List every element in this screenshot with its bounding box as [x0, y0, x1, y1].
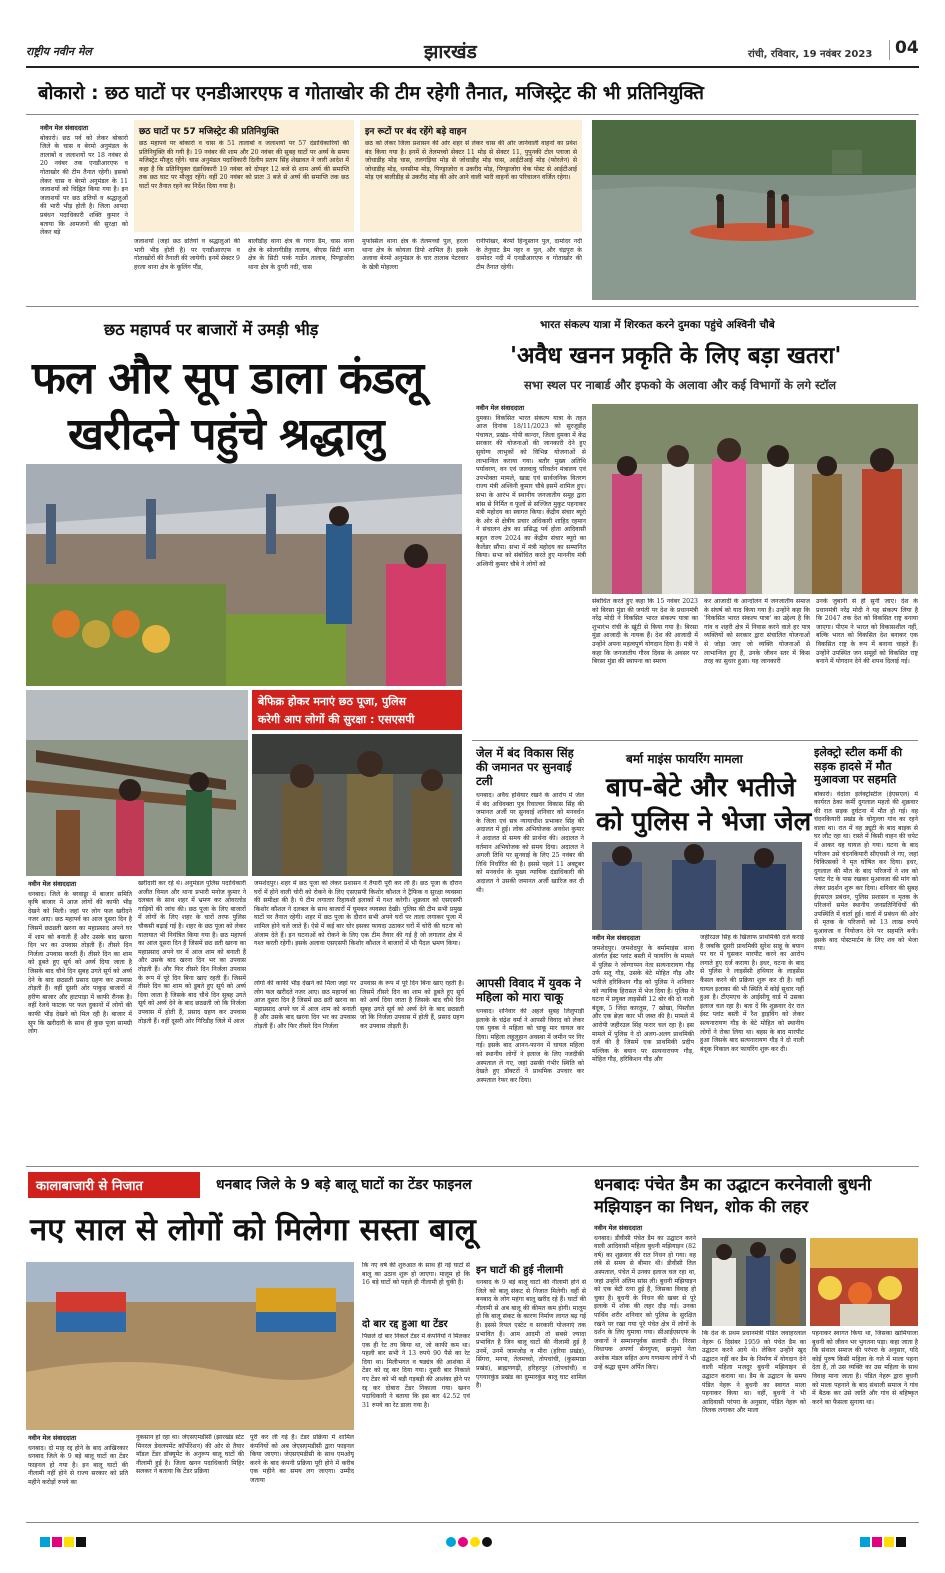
panchet-col1 — [594, 1224, 696, 1518]
market-col1-text: धनबाद। जिले के बरवाड्डा में बाजार समिति कृषि बाजार में आज लोगों की काफी भीड़ देखने को मिली। जहां पर लोग फल खरीदने नजर आए। छठ महापर्व का आज दूसरा दिन है जिसमें छठव्रती खरना का महाप्रसाद अपने घर में शाम को बनाती हैं और उसके बाद खरना दिन भर का उपवास तोड़ती हैं। तीसरे दिन निर्जला उपवास करती हैं। तीसरे दिन का शाम को डूबते हुए सूर्य को अर्घ्य दिया जाता है जिसके बाद चौथे दिन सुबह उगते सूर्य को अर्घ्य देने के बाद छठव्रती प्रसाद ग्रहण कर उपवास तोड़ती हैं। वहीं दूसरी ओर पाकुड़ बाजारों में हरीण बाजार और हाटपाड़ा में काफी रौनक है। वहीं रेलवे फाटक पर फल दुकानों में लोगों की काफी भीड़ देखने को मिल रही है। बाजार में सूप कि खरीदारी के साथ ही कुछ पूजा सामग्री लोग — [28, 890, 132, 1036]
sand-col5 — [476, 1262, 586, 1518]
bokaro-col5b: रानीपोखर, बेरमो हिन्दुस्तान पुल, दामोदर नदी के तेनुघाट डैम नहर व पुल, और चंद्रपुरा के दामोदर नदी में एनडीआरएफ व गोताखोर की टीम तैनात रहेगी। — [476, 238, 582, 271]
police-officers-photo — [252, 734, 462, 876]
bokaro-river-photo — [592, 120, 916, 300]
color-registration-bar-left — [40, 1532, 88, 1551]
panchet-col3: पहनाकर स्वागत किया था, जिसका खामियाजा बुधनी को जीवन भर भुगतना पड़ा। कहा जाता है कि संथाल समाज की परंपरा के अनुसार, यदि कोई पुरुष किसी महिला के गले में माला पहना देता है, तो उस व्यक्ति का उस महिला के साथ विवाह माना जाता है। पंडित नेहरू द्वारा बुधनी को माला पहनाने के बाद संथाली समाज ने गांव में बैठक कर उसे जाति और गांव से बहिष्कृत करने का फैसला सुनाया था। — [812, 1330, 918, 1406]
sand-col2: नुकसान हो रहा था। जेएसएमडीसी (झारखंड स्टेट मिनरल डेवलपमेंट कॉर्पोरेशन) की ओर से तैयार मॉडल टेंडर डॉक्यूमेंट के अनुरूप बालू घाटों की नीलामी हुई है। जिला खनन पदाधिकारी मिहिर सलकर ने बताया कि टेंडर प्रक्रिया — [136, 1434, 244, 1476]
route-box-text: छठ को लेकर जिला प्रशासन की ओर शहर से लेकर चास की ओर जानेवाली वाहनों का प्रवेश बंद किया गया है। इनमें से तेलमच्चो सेक्टर 11 मोड़ से सेक्टर 11, पुपुनकी टोल प्लाजा से जोधाडीह मोड़ चास, तलगड़िया मोड़ से जोधाडीह मोड़ चास, आईटीआई मोड़ (फोरलेन) से जोधाडीह मोड़, धनसीमा मोड़, पिण्ड्राजोरा व उकरीद मोड़, पिण्ड्राजोरा चेक पोस्ट से आईटीआई मोड़ एवं बालीडीह से उकरीद मोड़ की ओर आने वाली भारी वाहनों का परिचालन वर्जित रहेगा। — [365, 140, 577, 182]
sand-col4b-text: पिछले दो बार निकले टेंडर में कंपनियों ने मिलकर एक ही रेट तय किया था, जो काफी कम था। पहली बार सभी ने 13 रुपये 90 पैसे का रेट दिया था। मिलीभगत व षड्यंत्र की आशंका में टेंडर को रद्द कर दिया गया। दूसरी बार निकाले गए टेंडर को भी बड़ी गड़बड़ी की आशंका होने पर रद्द कर दोबारा टेंडर निकाला गया। खनन पदाधिकारी ने बताया कि इस बार 42.52 एवं 31 रुपये का रेट डाला गया है। — [362, 1333, 470, 1409]
market-byline: नवीन मेल संवाददाता — [28, 880, 77, 888]
dumka-kicker: भारत संकल्प यात्रा में शिरकत करने दुमका पहुंचे अश्विनी चौबे — [540, 319, 775, 331]
sand-kicker: धनबाद जिले के 9 बड़े बालू घाटों का टेंडर फाइनल — [216, 1177, 472, 1193]
page-number: 04 — [895, 38, 919, 58]
police-col1: जमशेदपुर। शहर में छठ पूजा को लेकर प्रशासन ने तैयारी पूरी कर ली है। छठ पूजा के दौरान घरों में होने वाली चोरी को रोकने के लिए एसएसपी किशोर कौशल ने ट्रैफिक व सुरक्षा व्यवस्था की समीक्षा की है। ये टीम लगातार रिहायशी इलाकों में गश्त करेगी। शुक्रवार को एसएसपी किशोर कौशल ने दलबल के साथ बाजारों में घूमकर व्यवस्था देखी। पुलिस की टीम सभी प्रमुख घाटों पर तैनात रहेगी। शहर में छठ पूजा के दौरान सभी अपने घरों पर ताला लगाकर पूजा में शामिल होने चले जाते हैं। ऐसे में कई बार चोर इसका फायदा उठाकर घरों में चोरी की घटना को अंजाम देते हैं। इन घटनाओं को रोकने के लिए एक टीम तैयार की गई है जो लगातार क्षेत्र में गश्त करती रहेगी। इसके अलावा एसएसपी किशोर कौशल ने बाजारों में भी पैदल भ्रमण किया। — [254, 880, 462, 948]
masthead — [26, 36, 919, 64]
jail-story — [476, 746, 584, 1160]
bokaro-col1 — [40, 124, 128, 302]
firing-byline: नवीन मेल संवाददाता — [592, 934, 641, 942]
magistrate-box-title: छठ घाटों पर 57 मजिस्ट्रेट की प्रतिनियुक्ति — [139, 127, 279, 137]
market-kicker: छठ महापर्व पर बाजारों में उमड़ी भीड़ — [104, 320, 319, 339]
jail-text: धनबाद। अवैध हथियार रखने के आरोप में जेल में बंद अधिवक्ता पुत्र रिवाल्वर विकास सिंह की जमानत अर्जी पर सुनवाई शनिवार को मनवर्धन के जिला एवं सत्र न्यायाधीश प्रभाकर सिंह की अदालत में हुई। लोक अभियोजक अवधेश कुमार ने अदालत से समय की प्रार्थना की। अदालत ने वर्तमान अभियोजक को समय दिया। अदालत ने अगली तिथि पर सुनवाई के लिए 25 नवंबर की तिथि निर्धारित की है। इससे पहले 11 अक्टूबर को मनवर्धन के मुख्य न्यायिक दंडाधिकारी की अदालत ने उसकी जमानत अर्जी खारिज कर दी थी। — [476, 792, 584, 894]
masthead-logo: राष्ट्रीय नवीन मेल — [26, 45, 92, 58]
firing-col1-text: जमशेदपुर। जमशेदपुर के बर्मामाइंस थाना अंतर्गत ईस्ट प्लांट बस्ती में फायरिंग के मामले में पुलिस ने जोग्गाप्पन नेता सत्यनारायण गौड़ उर्फ सतू गौड़, उसके बेटे मोहित गौड़ और भतीजे हरिकिशन गौड़ को पुलिस ने शनिवार को न्यायिक हिरासत में भेज दिया है। पुलिस ने घटना में प्रयुक्त लाइसेंसी 12 बोर की दो नाली बंदूक, 5 जिंदा कारतूस, 7 खोखा, पिस्तौल और एक ब्रेज़ा कार भी जब्त की है। मामले में आरोपी जहीरउल सिंह फरार चल रहा है। इस मामले में पुलिस ने दो अलग-अलग प्राथमिकी दर्ज की है जिसमें एक प्राथमिकी प्रदीप मल्लिक के बयान पर सत्यनारायण गौड़, मोहित गौड़, हरिकिशन गौड़ और — [592, 944, 694, 1064]
firing-kicker: बर्मा माइंस फायरिंग मामला — [626, 752, 743, 766]
section-rule-1 — [26, 306, 919, 307]
sand-sub2: इन घाटों की हुई नीलामी — [476, 1265, 564, 1276]
knife-text: धनबाद। शनिवार की अहले सुबह लिलुपाड़ी इलाके के चंद्रेश वर्मा ने आपसी विवाद को लेकर एक युवक ने महिला को चाकू मार घायल कर दिया। महिला लहूलुहान अवस्था में जमीन पर गिर गई। इसके बाद आनन-फानन में घायल महिला को स्थानीय लोगों ने इलाज के लिए नजदीकी अस्पताल ले गए, जहां उसकी गंभीर स्थिति को देखते हुए डॉक्टरों ने प्राथमिक उपचार कर अस्पताल रेफर कर दिया। — [476, 1008, 584, 1084]
section-rule-3 — [26, 1166, 919, 1167]
market-col1 — [28, 880, 132, 1162]
firing-headline-2: को पुलिस ने भेजा जेल — [596, 807, 812, 837]
market-headline-2: खरीदने पहुंचे श्रद्धालु — [68, 409, 384, 460]
jail-title: जेल में बंद विकास सिंह की जमानत पर सुनवाई टली — [476, 746, 574, 788]
bokaro-col3b: बालीडीह थाना क्षेत्र के गरगा डैम, चास थाना क्षेत्र के सोलागीडीह तालाब, बीएस सिटी थाना क्षेत्र के सिटी पार्क गार्डेन तालाब, पिण्ड्राजोरा थाना क्षेत्र के दुगरी नदी, चास — [248, 238, 354, 271]
sand-col4-text: कि नए वर्ष की शुरुआत के साथ ही नई घाटों से बालू का उठाव शुरू हो जाएगा। मालूम हो कि 16 बड़े घाटों को पहले ही नीलामी हो चुकी है। — [362, 1262, 470, 1287]
page-number-divider — [889, 40, 890, 60]
dumka-headline: 'अवैध खनन प्रकृति के लिए बड़ा खतरा' — [510, 343, 842, 369]
electrosteel-story — [814, 746, 918, 1160]
dumka-col1 — [476, 404, 586, 736]
dumka-col4: उनके जुबानी से ही सुनी जाए। देश के प्रधानमंत्री नरेंद्र मोदी ने यह संकल्प लिया है कि 2047 तक देश को विकसित राष्ट्र बनाया जाएगा। पीएम ने भारत को विकासशील नहीं, बल्कि भारत को विकसित देश बनाकर एक विकसित राष्ट्र के रूप में बनाना चाहते हैं। उन्होंने उपस्थित जन समूहों को विकसित राष्ट्र बनाने में योगदान देने की शपथ दिलाई गई। — [816, 598, 918, 666]
market-headline-1: फल और सूप डाला कंडलू — [32, 353, 424, 404]
firing-headline-1: बाप-बेटे और भतीजे — [606, 773, 796, 803]
panchet-col2: कि देश के प्रथम प्रधानमंत्री पंडित जवाहरलाल नेहरू 6 दिसंबर 1959 को पंचेत डैम का उद्घाटन करने आये थे। लेकिन उन्होंने खुद उद्घाटन नहीं कर डैम के निर्माण में योगदान देने वाली महिला मजदूर बुधनी मझियाइन से उद्घाटन कराया था। डैम के उद्घाटन के समय पंडित नेहरू ने बुधनी का स्वागत माला पहनाकर किया था। वहीं, बुधनी ने भी आदिवासी परंपरा के अनुसार, पंडित नेहरू को तिलक लगाकर और माला — [702, 1330, 806, 1415]
bokaro-col1-text: बोकारो। छठ पर्व को लेकर बोकारो जिले के चास व बेरमो अनुमंडल के तालाबों व जलाशयों पर 18 नवंबर से 20 नवंबर तक एनडीआरएफ व गोताखोर की टीम तैनात रहेगी। इसको लेकर चास व बेरमो अनुमंडल के 11 जलाशयों को चिह्नित किया गया है। इन जलाशयों पर छठ व्रतियों व श्रद्धालुओं की भारी भीड़ होती है। जिला आपदा प्रबंधन पदाधिकारी शक्ति कुमार ने बताया कि आमजनों की सुरक्षा को लेकर बड़े — [40, 134, 128, 237]
firing-accused-photo — [592, 842, 802, 930]
police-title-1: बेफिक्र होकर मनाएं छठ पूजा, पुलिस — [258, 695, 406, 708]
police-col3: उपवास के रूप में पूरे दिन बिना खाए रहती है। जिसमें तीसरे दिन का शाम को डूबते हुए सूर्य को अर्घ्य दिया जाता है जिसके बाद चौथे दिन सुबह उगते सूर्य को अर्घ्य देने के बाद छठव्रती जो कि निर्जला उपवास में होती हैं, प्रसाद ग्रहण कर उपवास तोड़ती हैं। — [360, 980, 464, 1030]
bokaro-headline: बोकारो : छठ घाटों पर एनडीआरएफ व गोताखोर की टीम रहेगी तैनात, मजिस्ट्रेट की भी प्रतिनियुक्ति — [38, 83, 704, 104]
panchet-headline: धनबादः पंचेत डैम का उद्घाटन करनेवाली बुधनी मझियाइन का निधन, शोक की लहर — [594, 1175, 872, 1216]
sand-headline: नए साल से लोगों को मिलेगा सस्ता बालू — [30, 1212, 476, 1248]
electrosteel-title: इलेक्ट्रो स्टील कर्मी की सड़क हादसे में मौत मुआवजा पर सहमति — [814, 746, 903, 786]
section-title: झारखंड — [424, 41, 477, 63]
panchet-tribute-photo-1 — [702, 1238, 806, 1326]
dumka-byline: नवीन मेल संवाददाता — [476, 404, 525, 412]
sand-col5-text: धनबाद के 9 बड़े बालू घाटों की नीलामी होने से जिले को बालू संकट से निजात मिलेगी। वहीं से बनबाद के लोग महंगा बालू खरीद रहे हैं। घाटों की नीलामी से अब बालू की कीमत कम होगी। मालूम हो कि बालू संकट के कारण निर्माण लागत बढ़ गई है। इससे रियल एस्टेट व सरकारी योजनाएं तक प्रभावित हैं। आम आदमी तो सबसे ज्यादा प्रभावित है जिन बालू घाटों की नीलामी हुई है उनमें, उनमें जामजोड़ व मीरा (हरिया प्रखंड), सिंगरा, मनपा, तेलमच्चो, तोपचांची, (कुसमाडा प्रखंड), ब्राह्मणगढ़ी, हरिहरपुर (तोपचांची) व एगयारकुंड प्रखंड का दुम्मारकुंड बालू घाट शामिल है। — [476, 1279, 586, 1390]
sand-byline: नवीन मेल संवाददाता — [28, 1434, 77, 1442]
sand-col4 — [362, 1262, 470, 1518]
sand-col1 — [28, 1434, 128, 1518]
dumka-subhead: सभा स्थल पर नाबार्ड और इफको के अलावा और कई विभागों के लगे स्टॉल — [524, 378, 837, 392]
dumka-col1-text: दुमका। विकसित भारत संकल्प यात्रा के तहत आज दिनांक 18/11/2023 को सुरजूडीह पंचायत, प्रखंड- गोपी कान्दर, जिला दुमका में केंद्र सरकार की योजनाओं की जानकारी देने हुए सुयोग्य लाभुकों को विभिन्न योजनाओं से लाभान्वित कराया गया। बतौर मुख्य अतिथि पर्यावरण, वन एवं जलवायु परिवर्तन मंत्रालय एवं उपभोक्ता मामले, खाद्य एवं सार्वजनिक वितरण राज्य मंत्री अश्विनी कुमार चौबे इसमें शामिल हुए। सभा के आरंभ में स्थानीय जनजातीय समूह द्वारा बांस से निर्मित व फूलों से सज्जित मुकुट पहनाकर मंत्री महोदय का स्वागत किया। केंद्रीय संचार ब्यूरो के ओर से क्षेत्रीय प्रचार अधिकारी शाहिद रहमान ने संचालन क्षेत्र का प्रसिद्ध पर्व होता आदिवासी बहुल राज्य 2024 का केंद्रीय संचार ब्यूरो का कैलेंडर सौंपा। सभा में मंत्री महोदय का सम्मानित किया। सभा को संबोधित करते हुए माननीय मंत्री अश्विनी कुमार चौबे ने लोगों को — [476, 414, 586, 568]
sand-tag — [28, 1172, 200, 1198]
dateline: रांची, रविवार, 19 नवंबर 2023 — [748, 49, 873, 60]
market-sugarcane-photo — [26, 690, 248, 876]
color-registration-bar-right — [860, 1532, 908, 1551]
market-col2: खरीदारी कर रहे थे। अनुमंडल पुलिस पदाधिकारी अजीत विमल और थाना प्रभारी मनोज कुमार ने दलबल के साथ शहर में भ्रमण कर ओवरलोड गाड़ियों की जांच की। छठ पूजा के लिए बाजारों में लोगों के लिए शहर के चारों तरफ पुलिस चौकसी बढ़ाई गई है। शहर के छठ पूजा को लेकर यातायात भी नियंत्रित किया गया है। छठ महापर्व का आज दूसरा दिन है जिसमें छठ व्रती खरना का महाप्रसाद अपने घर में आज शाम को बनाती हैं और उसके बाद खरना दिन भर का उपवास तोड़ती हैं। और फिर तीसरे दिन निर्जला उपवास के रूप में पूरे दिन बिना खाए रहती हैं। जिसमें तीसरे दिन का शाम को डूबते हुए सूर्य को अर्घ्य दिया जाता है जिसके बाद चौथे दिन सुबह उगते सूर्य को अर्घ्य देने के बाद छठव्रती जो कि निर्जला उपवास में होती हैं, प्रसाद ग्रहण कर उपवास तोड़ती हैं। वहीं दूसरी ओर गिरिडीह जिले में आज — [138, 880, 246, 1025]
bokaro-byline: नवीन मेल संवाददाता — [40, 124, 89, 132]
sand-trucks-photo — [26, 1262, 354, 1430]
sand-col3: पूरी कर ली गई है। टेंडर प्रक्रिया में शामिल कंपनियों को अब जेएसएमडीसी द्वारा फाइनल किया जाएगा। जेएसएमडीसी के साथ एमओयू करने के बाद कंपनी प्रक्रिया पूरी होने में करीब एक महीने का समय लग जाएगा। उम्मीद जताया — [250, 1434, 354, 1484]
dumka-col2: संबोधित करते हुए कहा कि 15 नवंबर 2023 को बिरसा मुंडा की जयंती पर देश के प्रधानमंत्री नरेंद्र मोदी ने विकसित भारत संकल्प यात्रा का शुभारंभ रांची के खूंटी से किया गया है। बिरसा मुंडा आजादी के नायक हैं। देश की आजादी में उन्होंने अपना महत्वपूर्ण योगदान दिया है। मंत्री ने कहा कि जनजातीय गौरव दिवस के अवसर पर बिरसा मुंडा की स्थापना का स्मरण — [592, 598, 698, 666]
sand-col1-text: धनबाद। दो माह रद्द होने के बाद आखिरकार धनबाद जिले के 9 बड़े बालू घाटों का टेंडर फाइनल हो गया है। इन बालू घाटों की नीलामी नहीं होने से राज्य सरकार को प्रति महीने करोड़ों रुपये का — [28, 1444, 128, 1486]
firing-col2: जहीरउल सिंह के खिलाफ प्राथमिकी दर्ज कराई है जबकि दूसरी प्राथमिकी सुरेश साहू के बयान पर घर में घुसकर मारपीट करने का आरोप लगाते हुए दर्ज कराया है। इधर, घटना के बाद से पुलिस ने लाइसेंसी हथियार के लाइसेंस कैंसल करने की प्रक्रिया शुरू कर दी है। वहीं घायल इलाका की भी स्थिति में कोई सुधार नहीं हुआ है। टीएमएच के आईसीयू वार्ड में उसका इलाज चल रहा है। बता दें कि शुक्रवार देर रात ईस्ट प्लांट बस्ती में रैश ड्राइविंग को लेकर सत्यनारायण गौड़ के बेटे मोहित को स्थानीय लोगों ने रोका लिया था। बहस के बाद मारपीट हुआ जिसके बाद सत्यनारायण गौड़ ने दो नाली बंदूक निकाल कर फायरिंग शुरू कर दी। — [700, 934, 804, 1053]
bokaro-route-box — [360, 120, 582, 232]
bokaro-col2b: जलाशयों (जहां छठ व्रतियों व श्रद्धालुओं की भारी भीड़ होती है) पर एनडीआरएफ व गोताखोरों की तैनाती की जायेगी। इनमें सेक्टर 9 हरला थाना क्षेत्र के कूलिंग पौंड, — [134, 238, 240, 271]
dumka-minister-photo — [592, 404, 918, 594]
panchet-tribute-photo-2 — [810, 1238, 918, 1326]
bokaro-col4b: मुफस्सिल थाना क्षेत्र के तेलमच्चो पुल, हरला थाना क्षेत्र के कोयला डिपो शामिल हैं। इसके अलावा बेरमो अनुमंडल के चार तालाब पेटरवार के खेत्री मोहल्ला — [362, 238, 468, 271]
market-fruit-photo — [26, 464, 462, 686]
color-registration-bar-center — [446, 1532, 494, 1551]
sand-tag-text: कालाबाजारी से निजात — [36, 1179, 143, 1194]
panchet-col1-text: धनबाद। डीवीसी पंचेत डैम का उद्घाटन करने वाली आदिवासी महिला बुधनी मझियाइन (82 वर्ष) का शुक्रवार की रात निधन हो गया। वह लंबे से समय से बीमार थी। डीवीसी तिल अस्पताल, पंचेत में उनका इलाज चल रहा था, जहां उन्होंने अंतिम सांस ली। बुधनी मझियाइन को एक बेटी रत्ना हुई है, जिसका विवाह हो चुका है। बुधनी के निधन की खबर से पूरे इलाके में शोक की लहर दौड़ गई। उनका पार्थिव शरीर शनिवार को पुलिस के सुरक्षित रखने पर रखा गया पूरे पंचेत क्षेत्र में लोगों के दर्शन के लिए घुमाया गया। सीआईएसएफ के जवानों ने सम्मानपूर्वक सलामी दी। निरसा विधायक अपर्णा सेनगुप्ता, झामुमो नेता अशोक मंडल सहित अन्य गणमान्य लोगों ने भी उन्हें श्रद्धा सुमन अर्पित किए। — [594, 1234, 696, 1371]
magistrate-box-text: छठ महापर्व पर बोकारो व चास के 51 तालाबों व जलाशयों पर 57 दंडाधिकारियों की प्रतिनियुक्ति की गयी है। 19 नवंबर की शाम और 20 नवंबर की सुबह घाटों पर अर्घ्य के समय मजिस्ट्रेट मौजूद रहेंगे। चास अनुमंडल पदाधिकारी दिलीप प्रताप सिंह शेखावत ने जारी आदेश में कहा है कि प्रतिनियुक्त दंडाधिकारी 19 नवंबर को दोपहर 12 बजे से शाम अर्घ्य की समाप्ति तक छठ घाट पर मौजूद रहेंगे। वहीं 20 नवंबर को प्रातः 3 बजे से अर्घ्य की समाप्ति तक छठ घाटों पर तैनात रहने का निर्देश दिया गया है। — [139, 140, 349, 190]
police-title-2: करेगी आप लोगों की सुरक्षा : एसएसपी — [258, 713, 415, 726]
bokaro-rule — [26, 114, 919, 115]
police-title-box — [252, 690, 462, 730]
footer-rule — [26, 1522, 919, 1523]
panchet-byline: नवीन मेल संवाददाता — [594, 1224, 643, 1232]
electrosteel-text: बोकारो। वेदांता इलेक्ट्रोस्टील (ईएसएल) में कार्यरत ठेका कर्मी दुगलाल महतो की शुक्रवार की रात सड़क दुर्घटना में मौत हो गई। वह चंदनकियारी प्रखंड के चोगुल्ला गांव का रहने वाला था। रात में वह ड्यूटी के बाद बाइक से घर लौट रहा था। रास्ते में किसी वाहन की चपेट में आकर वह घायल हो गया। घटना के बाद परिजन उसे चंदनकियारी सीएचसी ले गए, जहां चिकित्सकों ने मृत घोषित कर दिया। इधर, दुगलाल की मौत के बाद परिजनों ने शव को प्लांट गेट के पास रखकर मुआवजा की मांग को लेकर प्रदर्शन शुरू कर दिया। शनिवार की सुबह ईएसएल प्रबंधन, पुलिस प्रशासन व मृतक के परिजनों समेत स्थानीय जनप्रतिनिधियों की उपस्थिति में वार्ता हुई। वार्ता में प्रबंधन की ओर से मृतक के परिजनों को 13 लाख रुपये मुआवजा व नियोजन देने पर सहमति बनी। इसके बाद पोस्टमार्टम के लिए शव को भेजा गया। — [814, 790, 918, 953]
section-rule-2 — [472, 740, 918, 741]
header-rule — [26, 66, 919, 68]
knife-title: आपसी विवाद में युवक ने महिला को मारा चाकू — [476, 976, 582, 1004]
firing-col1 — [592, 934, 694, 1162]
route-box-title: इन रूटों पर बंद रहेंगे बड़े वाहन — [365, 127, 467, 137]
sand-sub1: दो बार रद्द हुआ था टेंडर — [362, 1319, 448, 1330]
police-col2: लोगो की काफी भीड़ देखने को मिला जहां पर लोग फल खरीदते नजर आए। छठ महापर्व का आज दूसरा दिन है जिसमें छठ व्रती खरना का महाप्रसाद अपने घर में आज शाम को बनाती हैं और उसके बाद खरना दिन भर का उपवास तोड़ती हैं। और फिर तीसरे दिन निर्जला — [254, 980, 356, 1030]
bokaro-magistrate-box — [134, 120, 354, 232]
dumka-col3: कर आजादी के आन्दोलन में जनजातीय समाज के संघर्ष को याद किया गया है। उन्होंने कहा कि 'विकसित भारत संकल्प यात्रा' का उद्देश्य है कि गांव व शहरी क्षेत्र में निवास करने वाले हर पात्र व्यक्तियों को सरकार द्वारा संचालित योजनाओं से जोड़ा जाए जो व्यक्ति योजनाओं से लाभान्वित हुए हैं, उनके जीवन स्तर में किस तरह का सुधार हुआ। यह जानकारी — [704, 598, 810, 666]
